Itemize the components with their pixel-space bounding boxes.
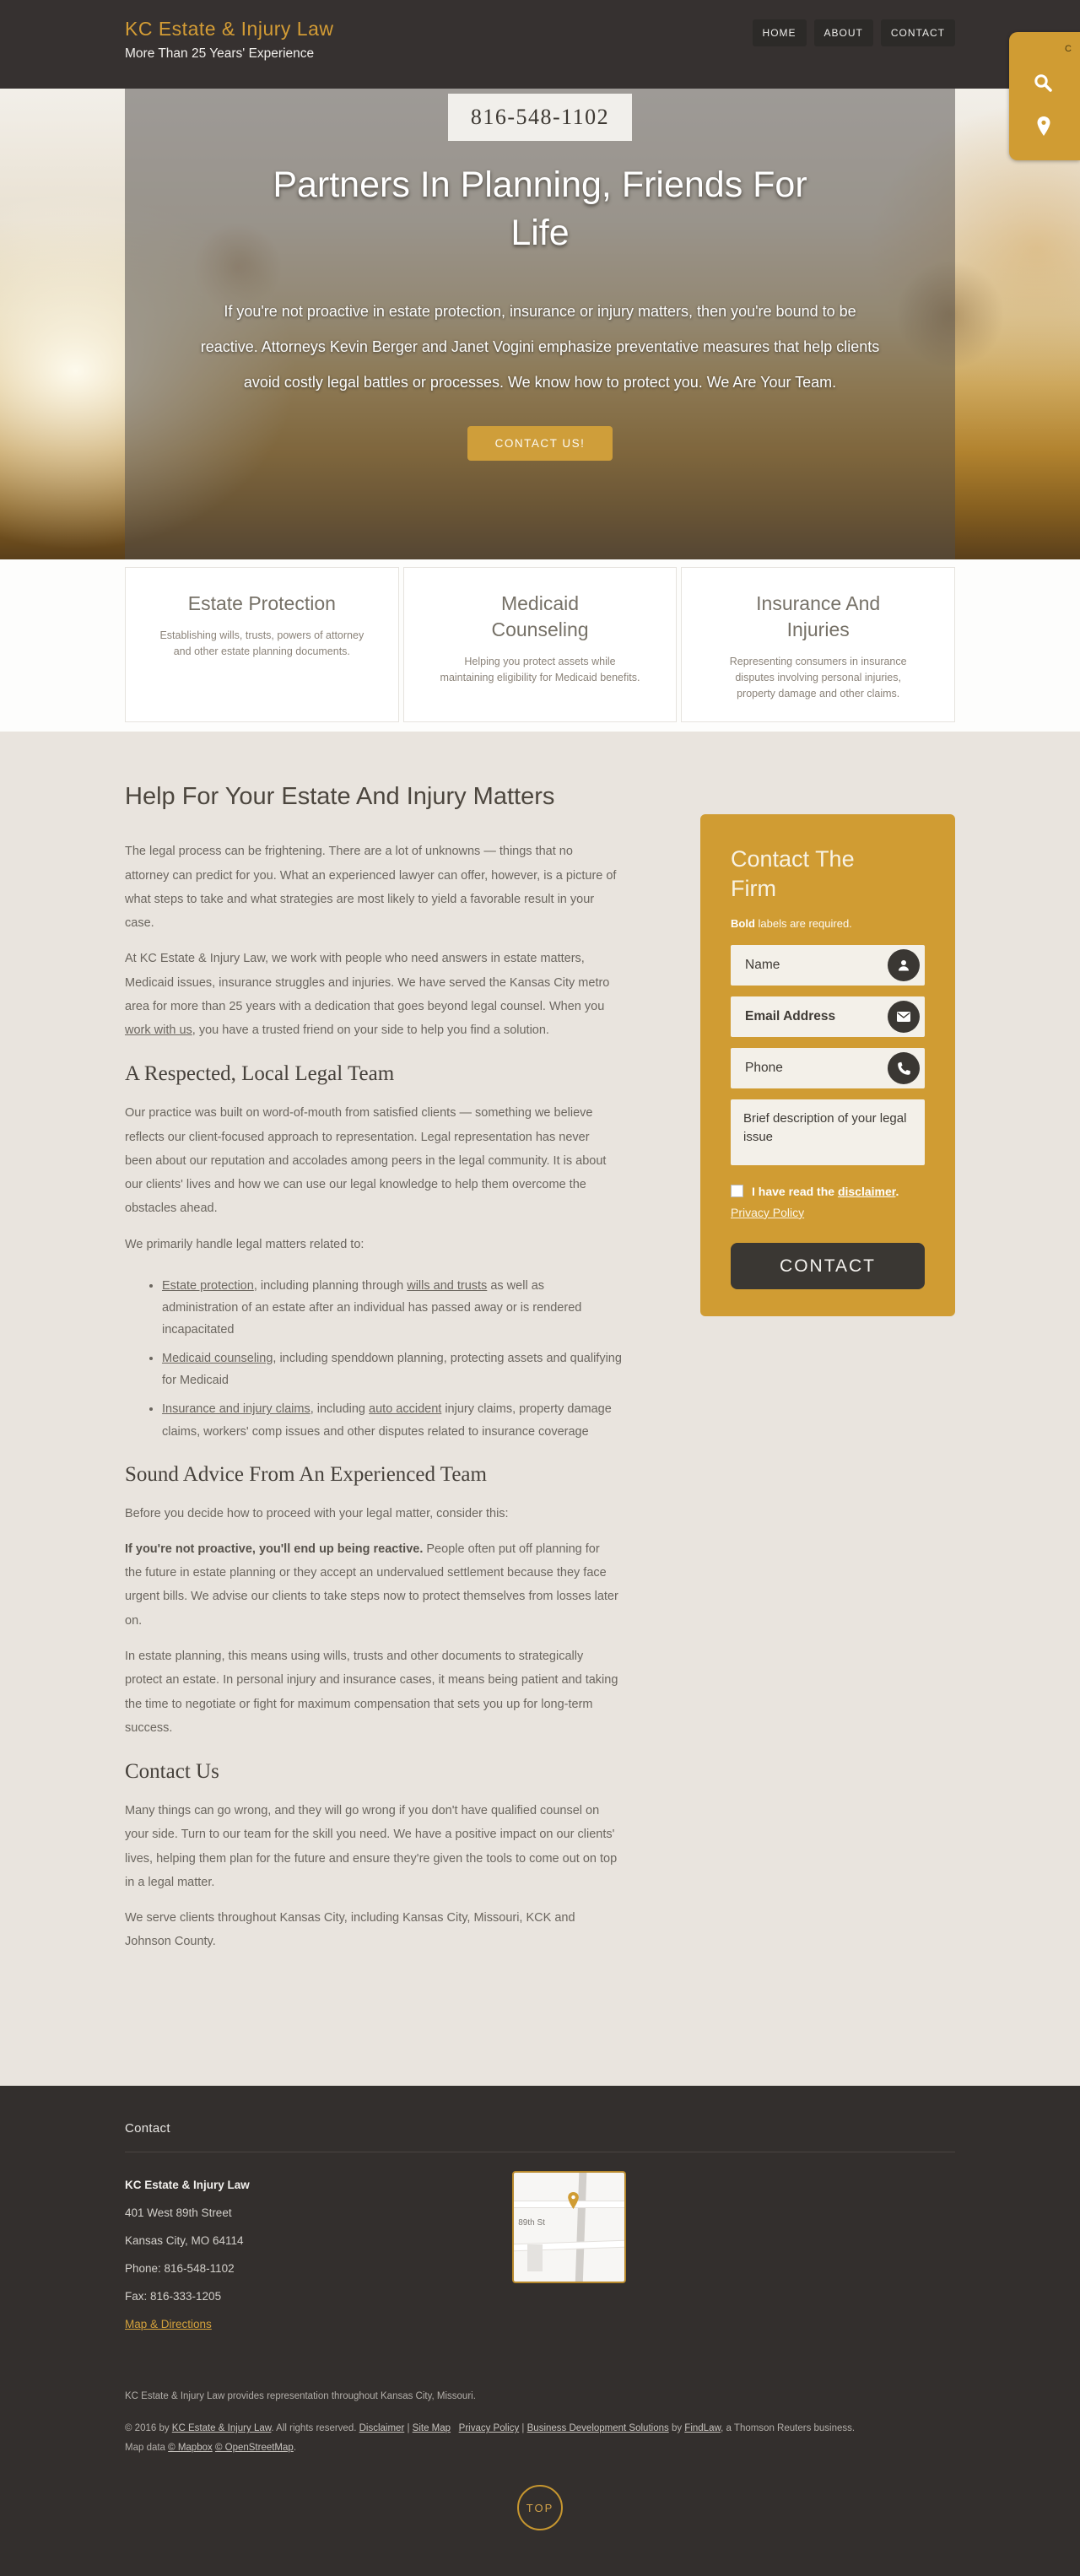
list-item [162, 1398, 622, 1442]
service-card-medicaid [403, 567, 678, 722]
map-building [527, 2244, 543, 2271]
form-required-note [731, 917, 925, 930]
privacy-policy-footer-link[interactable]: Privacy Policy [458, 2423, 520, 2434]
text-segment: , you have a trusted friend on your side to help you find a solution. [192, 1023, 549, 1038]
location-pin-icon[interactable] [1036, 116, 1051, 141]
bold-lead: If you're not proactive, you'll end up being reactive. [125, 1542, 424, 1556]
advice-paragraph-2: In estate planning, this means using wills, trusts and other documents to strategically protect an estate. In personal injury and insurance cases, it means being patient and taking the time to negotiate or fight for maximum compensation that sets you up for long-term success. [125, 1649, 618, 1735]
service-description: Representing consumers in insurance disputes involving personal injuries, property damage and other claims. [729, 656, 907, 699]
main-nav [753, 18, 955, 46]
auto-accident-link[interactable]: auto accident [369, 1402, 442, 1417]
footer-fax: Fax: 816-333-1205 [125, 2290, 222, 2303]
contact-form-sidebar [700, 732, 955, 1966]
form-submit-button[interactable]: CONTACT [731, 1243, 925, 1289]
list-item [162, 1275, 622, 1341]
service-title: Medicaid Counseling [491, 592, 589, 641]
footer-phone: Phone: 816-548-1102 [125, 2262, 235, 2276]
consent-row [731, 1181, 925, 1223]
service-card-insurance [681, 567, 955, 722]
openstreetmap-link[interactable]: © OpenStreetMap [214, 2443, 294, 2454]
footer-heading: Contact [125, 2121, 170, 2136]
envelope-icon [888, 1001, 920, 1033]
section-heading-contact: Contact Us [125, 1760, 219, 1784]
page-title: Help For Your Estate And Injury Matters [125, 783, 555, 810]
business-dev-link[interactable]: Business Development Solutions [526, 2423, 669, 2434]
site-header [0, 0, 1080, 89]
estate-protection-link[interactable]: Estate protection [162, 1278, 254, 1293]
map-street-label: 89th St [518, 2218, 545, 2228]
text-segment [451, 2423, 459, 2433]
service-description: Helping you protect assets while maintaining eligibility for Medicaid benefits. [440, 656, 640, 683]
wills-trusts-link[interactable]: wills and trusts [407, 1278, 488, 1293]
list-intro: We primarily handle legal matters related to: [125, 1237, 364, 1251]
mapbox-link[interactable]: © Mapbox [168, 2443, 213, 2454]
service-title: Insurance And Injuries [756, 592, 881, 641]
hero-section [0, 89, 1080, 559]
text-segment: At KC Estate & Injury Law, we work with people who need answers in estate matters, Medicaid issues, insurance struggles and injuries. We have served the Kansas City metro area for more than 25 years with a dedication that goes beyond legal counsel. When you [125, 952, 610, 1013]
map-thumbnail[interactable] [512, 2171, 626, 2283]
text-segment: . All rights reserved. [271, 2423, 359, 2434]
site-tagline: More Than 25 Years' Experience [125, 46, 315, 61]
address-block [125, 2171, 512, 2338]
contact-paragraph-2: We serve clients throughout Kansas City, including Kansas City, Missouri, KCK and Johnson County. [125, 1911, 575, 1949]
insurance-injury-link[interactable]: Insurance and injury claims [162, 1402, 310, 1417]
legal-issue-textarea[interactable] [731, 1099, 925, 1165]
article [125, 732, 665, 1966]
hero-heading: Partners In Planning, Friends For Life [273, 165, 807, 254]
logo-block[interactable] [125, 18, 334, 62]
site-map-link[interactable]: Site Map [412, 2423, 451, 2434]
text-segment: People often put off planning for the future in estate planning or they accept an undervalued settlement because they face urgent bills. We advise our clients to take steps now to protect themselves from losses later on. [125, 1542, 618, 1628]
footer-city: Kansas City, MO 64114 [125, 2234, 244, 2248]
text-segment: injury claims, property damage claims, workers' comp issues and other disputes related to insurance coverage [162, 1402, 612, 1439]
text-segment: as well as administration of an estate after an individual has passed away or is rendered incapacitated [162, 1278, 582, 1337]
map-pin-icon [567, 2192, 580, 2214]
floating-side-panel [1009, 32, 1080, 160]
text-segment: © 2016 by [125, 2423, 172, 2434]
footer-street: 401 West 89th Street [125, 2206, 232, 2220]
text-segment: , including spenddown planning, protecting assets and qualifying for Medicaid [162, 1352, 622, 1388]
medicaid-counseling-link[interactable]: Medicaid counseling [162, 1352, 273, 1366]
footer-tagline: KC Estate & Injury Law provides representation throughout Kansas City, Missouri. [125, 2391, 476, 2402]
phone-icon [888, 1052, 920, 1084]
section-heading-advice: Sound Advice From An Experienced Team [125, 1462, 487, 1486]
map-directions-link[interactable]: Map & Directions [125, 2318, 212, 2331]
firm-link[interactable]: KC Estate & Injury Law [171, 2423, 272, 2434]
person-icon [888, 949, 920, 981]
team-paragraph: Our practice was built on word-of-mouth from satisfied clients — something we believe reflects our client-focused approach to representation. Legal representation has never been about our reputation and accolades among peers in the legal community. It is about our clients' lives and how we can use our legal knowledge to help them overcome the obstacles ahead. [125, 1106, 607, 1216]
advice-intro: Before you decide how to proceed with your legal matter, consider this: [125, 1506, 509, 1520]
map-road [575, 2171, 586, 2283]
main-content-section [0, 732, 1080, 2086]
intro-paragraph-1: The legal process can be frightening. There are a lot of unknowns — things that no attorney can predict for you. What an experienced lawyer can offer, however, is a picture of what steps to take and what strategies are most likely to yield a favorable result in your case. [125, 845, 617, 931]
advice-paragraph [125, 1537, 618, 1633]
practice-areas-list [125, 1275, 665, 1443]
side-panel-corner-label: C [1065, 44, 1072, 54]
nav-item-about[interactable]: ABOUT [814, 19, 873, 46]
privacy-policy-link[interactable]: Privacy Policy [731, 1205, 805, 1219]
text-segment: , including planning through [253, 1278, 408, 1293]
findlaw-link[interactable]: FindLaw [684, 2423, 721, 2434]
form-title: Contact The Firm [731, 846, 855, 902]
disclaimer-checkbox[interactable] [731, 1185, 743, 1197]
text-segment: | [404, 2423, 413, 2434]
text-segment: labels are required. [754, 917, 852, 931]
nav-item-home[interactable]: HOME [753, 19, 807, 46]
disclaimer-footer-link[interactable]: Disclaimer [359, 2423, 405, 2434]
hero-paragraph: If you're not proactive in estate protection, insurance or injury matters, then you're bound to be reactive. Attorneys Kevin Berger and Janet Vogini emphasize preventative measures that help clients avoid costly legal battles or processes. We know how to protect you. We Are Your Team. [200, 303, 880, 392]
list-item [162, 1347, 622, 1391]
contact-us-button[interactable]: CONTACT US! [467, 426, 613, 461]
service-card-estate [125, 567, 399, 722]
disclaimer-link[interactable]: disclaimer [837, 1185, 896, 1199]
text-segment: , including [310, 1402, 370, 1417]
search-icon[interactable] [1033, 73, 1053, 97]
site-footer [0, 2086, 1080, 2576]
text-segment: . [895, 1185, 899, 1199]
footer-firm-name: KC Estate & Injury Law [125, 2179, 250, 2191]
service-description: Establishing wills, trusts, powers of attorney and other estate planning documents. [159, 629, 364, 657]
hero-phone-number: 816-548-1102 [448, 94, 632, 141]
section-heading-team: A Respected, Local Legal Team [125, 1062, 395, 1086]
back-to-top-button[interactable]: TOP [517, 2485, 563, 2530]
intro-paragraph-2 [125, 947, 618, 1042]
text-segment: , a Thomson Reuters business. Map data [125, 2423, 856, 2454]
nav-item-contact[interactable]: CONTACT [881, 19, 955, 46]
text-segment: by [668, 2423, 685, 2434]
services-section [0, 559, 1080, 732]
service-title: Estate Protection [187, 592, 336, 614]
bold-word: Bold [731, 917, 755, 931]
contact-paragraph-1: Many things can go wrong, and they will go wrong if you don't have qualified counsel on your side. Turn to our team for the skill you need. We have a positive impact on our clients' lives, helping them plan for the future and ensure they're given the tools to come out on top in a legal matter. [125, 1804, 618, 1889]
text-segment: | [519, 2423, 527, 2434]
work-with-us-link[interactable]: work with us [125, 1023, 192, 1038]
site-title[interactable]: KC Estate & Injury Law [125, 18, 334, 40]
text-segment: . [293, 2443, 297, 2454]
text-segment: I have read the [752, 1185, 838, 1199]
copyright-line [125, 2419, 867, 2458]
